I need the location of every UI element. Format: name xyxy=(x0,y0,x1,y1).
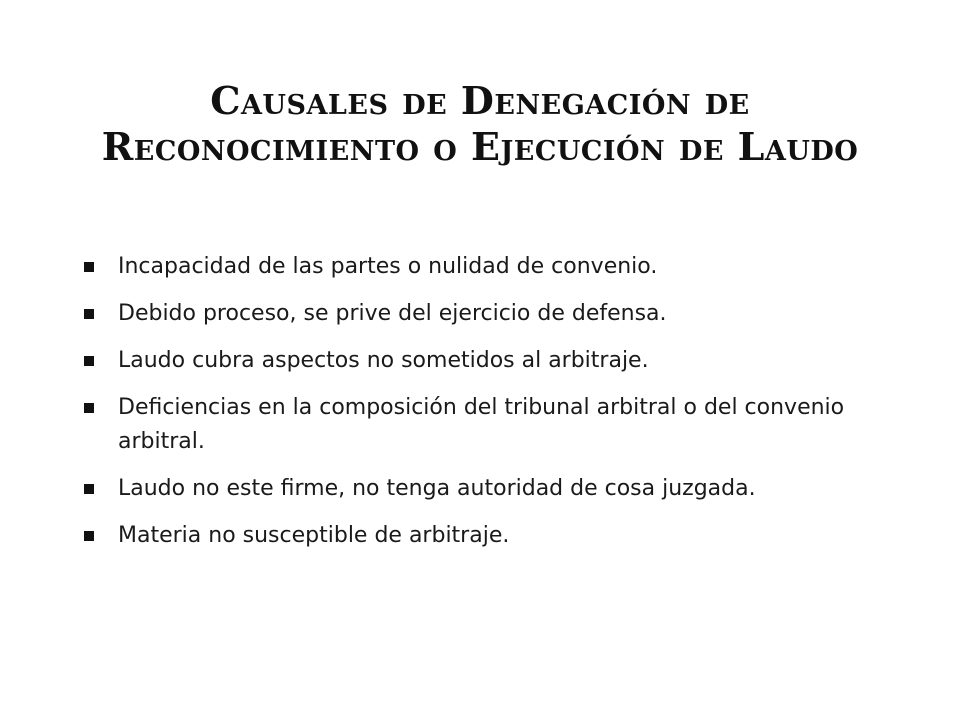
bullet-item xyxy=(80,344,880,378)
slide-title-line1: Causales de Denegación de xyxy=(210,78,750,123)
bullet-item xyxy=(80,250,880,284)
bullet-text: Laudo no este firme, no tenga autoridad de cosa juzgada. xyxy=(118,476,756,501)
square-bullet-icon xyxy=(84,531,94,541)
bullet-item xyxy=(80,472,880,506)
bullet-text: Incapacidad de las partes o nulidad de convenio. xyxy=(118,254,658,279)
bullet-item xyxy=(80,391,880,459)
square-bullet-icon xyxy=(84,484,94,494)
bullet-text: Deficiencias en la composición del tribunal arbitral o del convenio arbitral. xyxy=(118,395,845,454)
bullet-list xyxy=(80,250,880,566)
bullet-text: Materia no susceptible de arbitraje. xyxy=(118,523,510,548)
slide-title xyxy=(40,78,920,170)
square-bullet-icon xyxy=(84,262,94,272)
slide-title-line2: Reconocimiento o Ejecución de Laudo xyxy=(101,124,859,169)
bullet-item xyxy=(80,297,880,331)
square-bullet-icon xyxy=(84,356,94,366)
bullet-text: Laudo cubra aspectos no sometidos al arbitraje. xyxy=(118,348,649,373)
bullet-item xyxy=(80,519,880,553)
square-bullet-icon xyxy=(84,403,94,413)
bullet-text: Debido proceso, se prive del ejercicio de defensa. xyxy=(118,301,667,326)
square-bullet-icon xyxy=(84,309,94,319)
